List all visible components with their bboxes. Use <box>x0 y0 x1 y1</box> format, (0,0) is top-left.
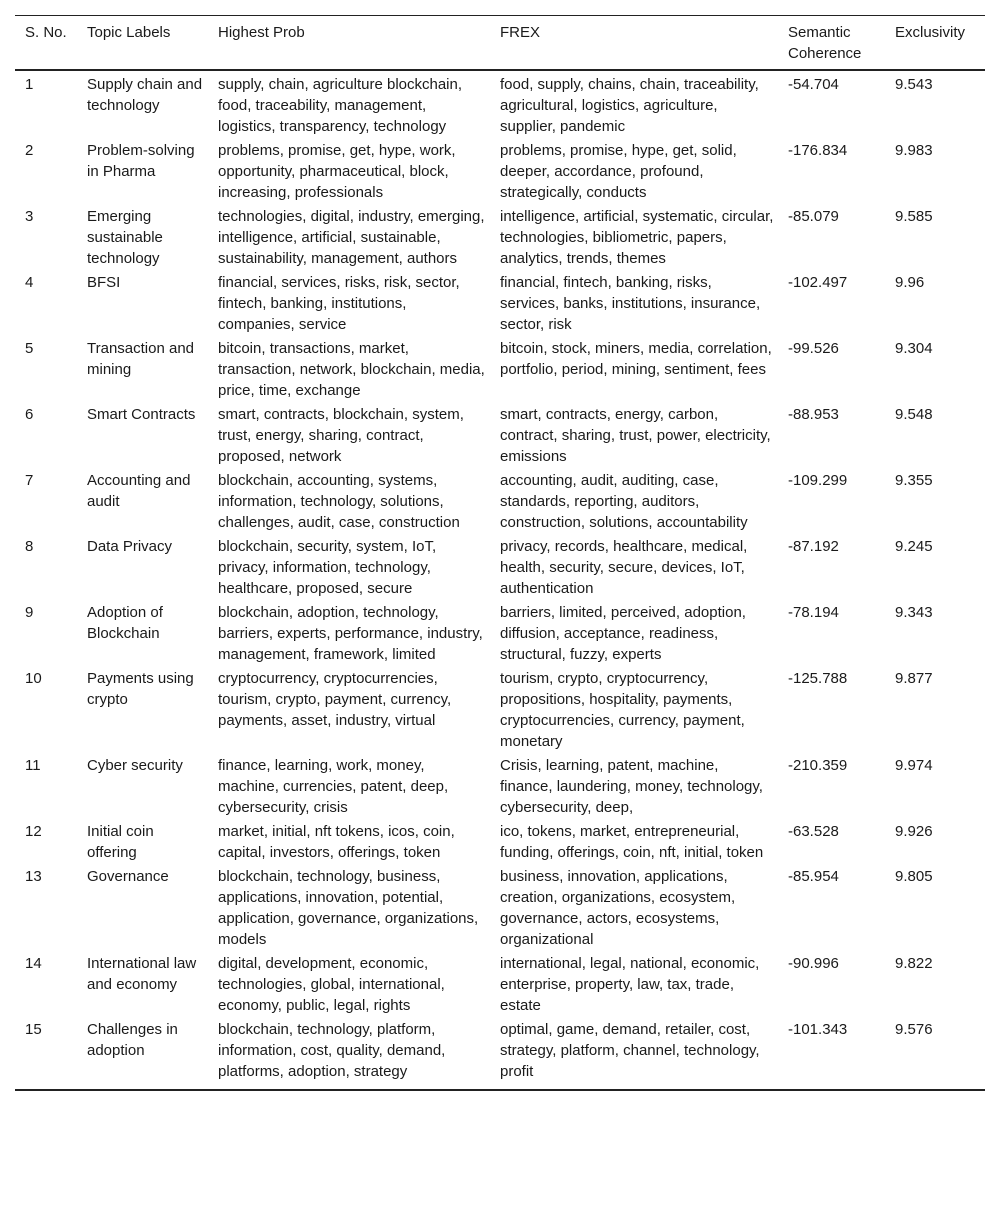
cell-sno: 15 <box>25 1021 42 1038</box>
table-row <box>15 534 985 600</box>
cell-sno: 11 <box>25 757 41 774</box>
cell-exclusivity: 9.355 <box>895 472 933 489</box>
cell-highest-prob: blockchain, security, system, IoT, privacy, information, technology, healthcare, proposed, secure <box>218 538 437 597</box>
cell-semantic-coherence: -102.497 <box>788 274 848 291</box>
cell-topic-label: Data Privacy <box>87 538 173 555</box>
header-frex: FREX <box>500 24 541 41</box>
cell-frex: barriers, limited, perceived, adoption, diffusion, acceptance, readiness, structural, fuzzy, experts <box>500 604 746 663</box>
topic-table <box>15 15 985 1091</box>
cell-exclusivity: 9.245 <box>895 538 933 555</box>
cell-exclusivity: 9.974 <box>895 757 933 774</box>
cell-exclusivity: 9.548 <box>895 406 933 423</box>
table-row <box>15 468 985 534</box>
cell-semantic-coherence: -85.079 <box>788 208 839 225</box>
cell-sno: 1 <box>25 76 34 93</box>
cell-highest-prob: problems, promise, get, hype, work, opportunity, pharmaceutical, block, increasing, professionals <box>218 142 456 201</box>
cell-exclusivity: 9.543 <box>895 76 933 93</box>
cell-topic-label: International law and economy <box>87 955 197 993</box>
cell-frex: problems, promise, hype, get, solid, deeper, accordance, profound, strategically, conducts <box>500 142 737 201</box>
cell-frex: bitcoin, stock, miners, media, correlation, portfolio, period, mining, sentiment, fees <box>500 340 772 378</box>
table-row <box>15 71 985 138</box>
header-sno: S. No. <box>25 24 67 41</box>
cell-sno: 12 <box>25 823 42 840</box>
table-row <box>15 138 985 204</box>
table-body <box>15 71 985 1089</box>
table-row <box>15 600 985 666</box>
table-row <box>15 864 985 951</box>
cell-frex: tourism, crypto, cryptocurrency, propositions, hospitality, payments, cryptocurrencies, currency, payment, monetary <box>500 670 745 750</box>
cell-semantic-coherence: -54.704 <box>788 76 839 93</box>
cell-sno: 4 <box>25 274 34 291</box>
cell-highest-prob: bitcoin, transactions, market, transaction, network, blockchain, media, price, time, exchange <box>218 340 485 399</box>
cell-topic-label: Payments using crypto <box>87 670 194 708</box>
cell-topic-label: Initial coin offering <box>87 823 154 861</box>
cell-highest-prob: blockchain, adoption, technology, barriers, experts, performance, industry, management, framework, limited <box>218 604 483 663</box>
cell-highest-prob: blockchain, technology, business, applications, innovation, potential, application, governance, organizations, models <box>218 868 479 948</box>
cell-topic-label: Accounting and audit <box>87 472 191 510</box>
cell-frex: accounting, audit, auditing, case, standards, reporting, auditors, construction, solutions, accountability <box>500 472 748 531</box>
cell-frex: intelligence, artificial, systematic, circular, technologies, bibliometric, papers, analytics, trends, themes <box>500 208 774 267</box>
cell-highest-prob: supply, chain, agriculture blockchain, food, traceability, management, logistics, transparency, technology <box>218 76 463 135</box>
table-row <box>15 402 985 468</box>
cell-frex: smart, contracts, energy, carbon, contract, sharing, trust, power, electricity, emissions <box>500 406 771 465</box>
cell-topic-label: Emerging sustainable technology <box>87 208 163 267</box>
cell-topic-label: Supply chain and technology <box>87 76 203 114</box>
cell-exclusivity: 9.96 <box>895 274 925 291</box>
cell-topic-label: Smart Contracts <box>87 406 196 423</box>
cell-frex: privacy, records, healthcare, medical, health, security, secure, devices, IoT, authentication <box>500 538 748 597</box>
cell-semantic-coherence: -176.834 <box>788 142 848 159</box>
cell-exclusivity: 9.343 <box>895 604 933 621</box>
header-semantic-coherence: Semantic Coherence <box>788 24 862 62</box>
cell-topic-label: Transaction and mining <box>87 340 195 378</box>
cell-sno: 9 <box>25 604 34 621</box>
table-row <box>15 666 985 753</box>
cell-exclusivity: 9.805 <box>895 868 933 885</box>
cell-highest-prob: financial, services, risks, risk, sector, fintech, banking, institutions, companies, service <box>218 274 460 333</box>
cell-highest-prob: market, initial, nft tokens, icos, coin, capital, investors, offerings, token <box>218 823 455 861</box>
cell-semantic-coherence: -99.526 <box>788 340 839 357</box>
cell-exclusivity: 9.877 <box>895 670 933 687</box>
cell-topic-label: Cyber security <box>87 757 183 774</box>
cell-sno: 8 <box>25 538 34 555</box>
cell-exclusivity: 9.822 <box>895 955 933 972</box>
cell-frex: financial, fintech, banking, risks, services, banks, institutions, insurance, sector, risk <box>500 274 761 333</box>
cell-frex: business, innovation, applications, creation, organizations, ecosystem, governance, actors, ecosystems, organizational <box>500 868 736 948</box>
cell-sno: 7 <box>25 472 34 489</box>
cell-semantic-coherence: -87.192 <box>788 538 839 555</box>
cell-semantic-coherence: -90.996 <box>788 955 839 972</box>
header-highest-prob: Highest Prob <box>218 24 305 41</box>
cell-sno: 5 <box>25 340 34 357</box>
cell-exclusivity: 9.585 <box>895 208 933 225</box>
cell-frex: ico, tokens, market, entrepreneurial, funding, offerings, coin, nft, initial, token <box>500 823 764 861</box>
cell-highest-prob: smart, contracts, blockchain, system, trust, energy, sharing, contract, proposed, network <box>218 406 464 465</box>
cell-exclusivity: 9.983 <box>895 142 933 159</box>
cell-highest-prob: digital, development, economic, technologies, global, international, economy, public, legal, rights <box>218 955 445 1014</box>
cell-semantic-coherence: -63.528 <box>788 823 839 840</box>
cell-sno: 3 <box>25 208 34 225</box>
cell-topic-label: Challenges in adoption <box>87 1021 178 1059</box>
table-row <box>15 753 985 819</box>
cell-topic-label: BFSI <box>87 274 121 291</box>
table-row <box>15 336 985 402</box>
cell-semantic-coherence: -78.194 <box>788 604 839 621</box>
table-row <box>15 1017 985 1083</box>
cell-semantic-coherence: -101.343 <box>788 1021 848 1038</box>
cell-highest-prob: technologies, digital, industry, emerging, intelligence, artificial, sustainable, sustainability, management, authors <box>218 208 485 267</box>
cell-semantic-coherence: -85.954 <box>788 868 839 885</box>
cell-semantic-coherence: -109.299 <box>788 472 848 489</box>
cell-highest-prob: finance, learning, work, money, machine, currencies, patent, deep, cybersecurity, crisis <box>218 757 449 816</box>
cell-sno: 14 <box>25 955 42 972</box>
cell-frex: international, legal, national, economic, enterprise, property, law, tax, trade, estate <box>500 955 760 1014</box>
cell-exclusivity: 9.576 <box>895 1021 933 1038</box>
cell-frex: optimal, game, demand, retailer, cost, strategy, platform, channel, technology, profit <box>500 1021 760 1080</box>
table-row <box>15 819 985 864</box>
cell-highest-prob: cryptocurrency, cryptocurrencies, tourism, crypto, payment, currency, payments, asset, industry, virtual <box>218 670 452 729</box>
table-row <box>15 204 985 270</box>
header-topic-labels: Topic Labels <box>87 24 171 41</box>
cell-semantic-coherence: -125.788 <box>788 670 848 687</box>
cell-highest-prob: blockchain, technology, platform, information, cost, quality, demand, platforms, adoption, strategy <box>218 1021 446 1080</box>
cell-semantic-coherence: -88.953 <box>788 406 839 423</box>
cell-highest-prob: blockchain, accounting, systems, information, technology, solutions, challenges, audit, case, construction <box>218 472 460 531</box>
cell-sno: 13 <box>25 868 42 885</box>
cell-frex: food, supply, chains, chain, traceability, agricultural, logistics, agriculture, supplier, pandemic <box>500 76 759 135</box>
cell-sno: 6 <box>25 406 34 423</box>
table-header-row <box>15 16 985 71</box>
header-exclusivity: Exclusivity <box>895 24 966 41</box>
cell-sno: 2 <box>25 142 34 159</box>
table-row <box>15 270 985 336</box>
cell-semantic-coherence: -210.359 <box>788 757 848 774</box>
cell-exclusivity: 9.304 <box>895 340 933 357</box>
table-row <box>15 951 985 1017</box>
cell-sno: 10 <box>25 670 42 687</box>
cell-topic-label: Problem-solving in Pharma <box>87 142 195 180</box>
cell-frex: Crisis, learning, patent, machine, finance, laundering, money, technology, cybersecurity, deep, <box>500 757 763 816</box>
cell-exclusivity: 9.926 <box>895 823 933 840</box>
cell-topic-label: Adoption of Blockchain <box>87 604 163 642</box>
cell-topic-label: Governance <box>87 868 169 885</box>
